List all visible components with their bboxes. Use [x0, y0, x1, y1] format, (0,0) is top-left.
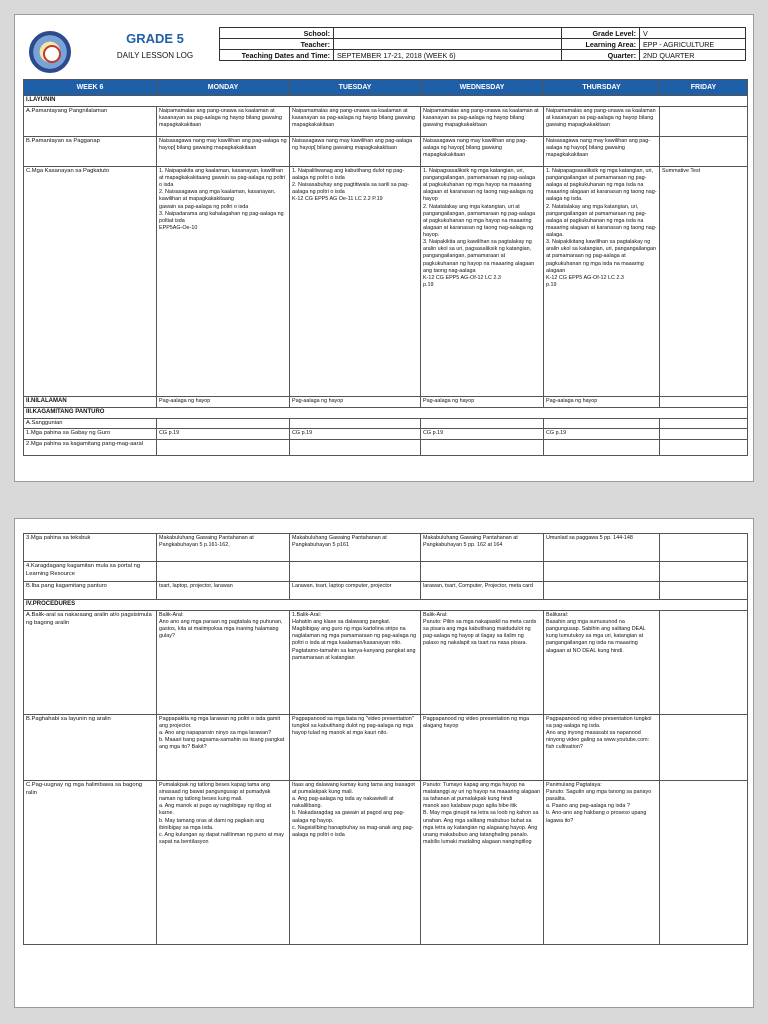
table-row — [24, 166, 748, 396]
grade-title: GRADE 5 — [126, 31, 184, 46]
cell-wednesday: Pag-aalaga ng hayop — [421, 396, 544, 407]
lesson-log-page-1 — [14, 14, 754, 482]
teacher-value — [334, 39, 562, 50]
cell-wednesday: 1. Naipagsasaliksik ng mga katangian, uri, pangangailangan, pamamaraan ng pag-aalaga at pagkukuhanan ng mga hayop na maaaring alagaan at karanasan ng taong nag-aalaga ng hayop 2. Natatalakay ang mga katangian, uri at pangangailangan, pamamaraan ng pag-aalaga at pagkukuhanan ng mga hayop na maaaring alagaan at karanasan ng taong nag-aalaga ng hayop. 3. Naipakikita ang kawilihan sa pagtalakay ng aralin ukol sa uri, pagsasaliksik ng katangian, pangangailangan, pamamaraan at pagkukuhanan ng hayop na maaaring alagaan ang taong nag-aalaga K-12 CG EPP5 AG-Of-12 LC 2.3 p.19 — [421, 166, 544, 396]
cell-tuesday: Larawan, tsart, laptop computer, projector — [290, 582, 421, 600]
table-row — [24, 106, 748, 136]
cell-wednesday: CG p.19 — [421, 429, 544, 440]
cell-monday: Pumalakpak ng tatlong beses kapag tama ang sinasaad ng bawat pangungusap at pumadyak naman ng tatlong beses kung mali. a. Ang manok at pugo ay nagbibigay ng itlog at karne. b. May tamang oras at dami ng pagkain ang ibinibigay sa mga isda. c. Ang kulungan ay dapat nalilinman ng puno at may sapat na bentilasyon — [157, 780, 290, 944]
cell-friday — [660, 396, 748, 407]
school-value — [334, 28, 562, 39]
col-tuesday: TUESDAY — [290, 80, 421, 96]
cell-tuesday: Naisasagawa nang may kawilihan ang pag-aalaga ng hayop[ bilang gawaing mapagkakakitaan — [290, 136, 421, 166]
cell-wednesday: Pagpapanood ng video presentation ng mga alagang hayop — [421, 714, 544, 780]
table-row — [24, 429, 748, 440]
lesson-grid-body-1 — [24, 96, 748, 456]
col-wednesday: WEDNESDAY — [421, 80, 544, 96]
cell-tuesday — [290, 440, 421, 456]
cell-thursday — [544, 418, 660, 429]
cell-tuesday — [290, 418, 421, 429]
cell-friday — [660, 780, 748, 944]
col-thursday: THURSDAY — [544, 80, 660, 96]
section-title: III.KAGAMITANG PANTURO — [24, 407, 748, 418]
cell-monday: CG p.19 — [157, 429, 290, 440]
row-label: 4.Karagdagang kagamitan mula sa portal ng Learning Resource — [24, 562, 157, 582]
section-title: IV.PROCEDURES — [24, 600, 748, 611]
cell-friday — [660, 136, 748, 166]
cell-wednesday — [421, 440, 544, 456]
cell-wednesday: Makabuluhang Gawaing Pantahanan at Pangkabuhayan 5 pp. 162 at 164 — [421, 534, 544, 562]
table-row — [24, 610, 748, 714]
row-label: A.Pamantayang Pangnilalaman — [24, 106, 157, 136]
col-monday: MONDAY — [157, 80, 290, 96]
document-header — [23, 27, 747, 81]
cell-monday: Naipamamalas ang pang-unawa sa kaalaman at kasanayan sa pag-aalaga ng hayop bilang gawaing mapagkakakitaan — [157, 106, 290, 136]
dates-value: SEPTEMBER 17-21, 2018 (WEEK 6) — [334, 50, 562, 61]
cell-monday: Makabuluhang Gawaing Pantahanan at Pangkabuhayan 5 p.161-162, — [157, 534, 290, 562]
cell-monday — [157, 562, 290, 582]
row-label: II.NILALAMAN — [24, 396, 157, 407]
cell-friday — [660, 429, 748, 440]
cell-wednesday: Naisasagawa nang may kawilihan ang pag-aalaga ng hayop[ bilang gawaing mapagkakakitaan — [421, 136, 544, 166]
cell-monday — [157, 418, 290, 429]
quarter-label: Quarter: — [562, 50, 640, 61]
cell-tuesday: 1. Naipaliliwanag ang kabutihang dulot ng pag-aalaga ng poltri o isda 2. Naisasabuhay ang pagtitiwala sa sarili sa pag-aalaga ng poltri o isda K-12 CG EPP5 AG Oe-11 LC 2.2 P.19 — [290, 166, 421, 396]
cell-monday: Naisasagawa nang may kawilihan ang pag-aalaga ng hayop[ bilang gawaing mapagkakakitaan — [157, 136, 290, 166]
cell-tuesday: 1.Balik-Aral: Hahatiin ang klase sa dalawang pangkat. Magbibigay ang guro ng mga kartolina strips na naglalaman ng mga pamamaraan ng pag-aalaga ng poltri o isda at mga kaalaman/kasanayan nito. Pagtatamo-tamahin sa kanya-kanyang pangkat ang pamamaraan at katangian — [290, 610, 421, 714]
table-row — [24, 714, 748, 780]
row-label: B.Iba pang kagamitang panturo — [24, 582, 157, 600]
cell-tuesday: Naipamamalas ang pang-unawa sa kaalaman at kasanayan sa pag-aalaga ng hayop bilang gawaing mapagkakakitaan — [290, 106, 421, 136]
cell-tuesday: Pag-aalaga ng hayop — [290, 396, 421, 407]
row-label: A.Sanggunian — [24, 418, 157, 429]
row-label: B.Pamantayan sa Pagganap — [24, 136, 157, 166]
cell-thursday: Umunlad sa paggawa 5 pp. 144-148 — [544, 534, 660, 562]
cell-thursday — [544, 440, 660, 456]
table-row — [24, 396, 748, 407]
table-row — [24, 418, 748, 429]
cell-monday: Pag-aalaga ng hayop — [157, 396, 290, 407]
cell-thursday: Naisasagawa nang may kawilihan ang pag-aalaga ng hayop[ bilang gawaing mapagkakakitaan — [544, 136, 660, 166]
table-row — [24, 780, 748, 944]
cell-monday: tsart, laptop, projector, larawan — [157, 582, 290, 600]
deped-seal-logo — [29, 31, 71, 73]
lesson-grid-body-2 — [24, 534, 748, 945]
row-label: 3.Mga pahina sa teksbuk — [24, 534, 157, 562]
log-title: DAILY LESSON LOG — [116, 51, 194, 60]
cell-wednesday — [421, 562, 544, 582]
grade-level-label: Grade Level: — [562, 28, 640, 39]
cell-tuesday: Makabuluhang Gawaing Pantahanan at Pangkabuhayan 5 p161 — [290, 534, 421, 562]
school-label: School: — [220, 28, 334, 39]
cell-friday — [660, 610, 748, 714]
cell-tuesday: Pagpapanood sa mga bata ng "video presentation" tungkol sa kabutihang dulot ng pag-aalaga ng mga hayop tulad ng manok at mga kauri nito. — [290, 714, 421, 780]
cell-thursday — [544, 582, 660, 600]
table-row — [24, 440, 748, 456]
section-row — [24, 600, 748, 611]
cell-friday — [660, 562, 748, 582]
cell-thursday: Pagpapanood ng video presentation tungkol sa pag-aalaga ng isda. Ano ang inyong masasabi sa napanood ninyong video galing sa www.youtube.com: fish cultivation? — [544, 714, 660, 780]
day-header-row — [24, 80, 748, 96]
cell-thursday: Panimulang Pagtataya: Panuto: Sagutin ang mga tanong sa panayo pasalita. a. Paano ang pag-aalaga ng isda ? b. Ano-ano ang hakbang o proseso upang lagawa ito? — [544, 780, 660, 944]
cell-monday: Pagpapakita ng mga larawan ng poltri o isda gamit ang projector. a. Ano ang napapansin ninyo sa mga larawan? b. Maaari bang pagsama-samahin sa iisang pangkat ang mga ito? Bakit? — [157, 714, 290, 780]
row-label: A.Balik-aral sa nakaraang aralin at/o pagsisimula ng bagong aralin — [24, 610, 157, 714]
cell-friday — [660, 582, 748, 600]
grade-level-value: V — [640, 28, 746, 39]
cell-wednesday — [421, 418, 544, 429]
row-label: C.Mga Kasanayan sa Pagkatuto — [24, 166, 157, 396]
cell-wednesday: larawan, tsart, Computer, Projector, meta card — [421, 582, 544, 600]
cell-monday: Balik-Aral: Ano ano ang mga paraan ng pagtatala ng puhunan, gastos, kita at maiimpoksa mga inaning halamang gulay? — [157, 610, 290, 714]
cell-thursday: Naipamamalas ang pang-unawa sa kaalaman at kasanayan sa pag-aalaga ng hayop bilang gawaing mapagkakakitaan — [544, 106, 660, 136]
cell-thursday: CG p.19 — [544, 429, 660, 440]
cell-friday — [660, 106, 748, 136]
section-row — [24, 96, 748, 107]
learning-area-label: Learning Area: — [562, 39, 640, 50]
cell-friday — [660, 534, 748, 562]
col-week: WEEK 6 — [24, 80, 157, 96]
cell-thursday: Pag-aalaga ng hayop — [544, 396, 660, 407]
table-row — [24, 582, 748, 600]
cell-thursday — [544, 562, 660, 582]
row-label: B.Paghahabi sa layunin ng aralin — [24, 714, 157, 780]
cell-wednesday: Panuto: Tumayo kapag ang mga hayop na matatanggi ay uri ng hayop na maaaring alagaan sa tahanan at pumalakpak kung hindi manok aso kalabaw pugo agila bibe itik B. May mga ginupit na letra sa loob ng kahon sa unahan. Ang mga salitang mabubuo buhat sa mga letra ay katangian ng alagaang hayop. Ang unang makabubuo ang tatanghaling panalo. mabilis lumaki madaling alagaan nangingitlog — [421, 780, 544, 944]
table-row — [24, 136, 748, 166]
cell-friday — [660, 714, 748, 780]
cell-thursday: Balikaral: Basahin ang mga sumusunod na pangungusap. Sabihin ang salitang DEAL kung tumutukoy sa mga uri, katangian at pangangailangan ng isda na maaaring alagaan at NO DEAL kung hindi. — [544, 610, 660, 714]
cell-wednesday: Naipamamalas ang pang-unawa sa kaalaman at kasanayan sa pag-aalaga ng hayop bilang gawaing mapagkakakitaan — [421, 106, 544, 136]
lesson-grid-page-2 — [23, 533, 748, 945]
cell-monday — [157, 440, 290, 456]
col-friday: FRIDAY — [660, 80, 748, 96]
dates-label: Teaching Dates and Time: — [220, 50, 334, 61]
table-row — [24, 562, 748, 582]
cell-tuesday — [290, 562, 421, 582]
quarter-value: 2ND QUARTER — [640, 50, 746, 61]
cell-monday: 1. Naipapakita ang kaalaman, kasanayan, kawilihan at mapagkakakitaang gawain sa pag-aalaga ng poltri o isda 2. Naisasagawa ang mga kaalaman, kasanayan, kawilihan at mapagkakakitaang gawain sa pag-aalaga ng poltri o isda 3. Naipadarama ang kahalagahan ng pag-aalaga ng poltiat isda EPP5AG-Oe-10 — [157, 166, 290, 396]
row-label: 1.Mga pahina sa Gabay ng Guro — [24, 429, 157, 440]
cell-friday: Summative Test — [660, 166, 748, 396]
table-row — [24, 534, 748, 562]
row-label: C.Pag-uugnay ng mga halimbawa sa bagong ralin — [24, 780, 157, 944]
header-info-table — [219, 27, 746, 61]
cell-tuesday: CG p.19 — [290, 429, 421, 440]
teacher-label: Teacher: — [220, 39, 334, 50]
learning-area-value: EPP - AGRICULTURE — [640, 39, 746, 50]
cell-friday — [660, 418, 748, 429]
cell-thursday: 1. Naipapagsasaliksik ng mga katangian, uri, pangangailangan at pamamaraan ng pag-aalaga at pagkukuhanan ng mga isda na maaaring alagaan at karanasan ng taong nag-aalaga ng isda. 2. Natatalakay ang mga katangian, uri, pangangailangan at pamamaraan ng pag-aalaga at pagkukuhanan ng mga isda na maaaring alagaan at karanasan ng taong nag-aalaga. 3. Naipakikitang kawilihan sa pagtalakay ng aralin ukol sa katangian, uri, pangangailangan at pamamaraan ng pag-aalaga at pagkukuhanan ng mga isda na maaaring alagaan K-12 CG EPP5 AG-Of-12 LC 2.3 p.19 — [544, 166, 660, 396]
lesson-log-page-2 — [14, 518, 754, 1008]
cell-friday — [660, 440, 748, 456]
cell-wednesday: Balik-Aral: Panuto: Piliin sa mga nakapaskil na meta cards sa pisara ang mga kabutihang maidudulot ng pag-aalaga ng hayop at ilagay sa ilalim ng palaso ng nakalapit sa tsart na nasa pisara. — [421, 610, 544, 714]
section-row — [24, 407, 748, 418]
row-label: 2.Mga pahina sa kagamitang pang-mag-aaral — [24, 440, 157, 456]
cell-tuesday: Itaas ang dalawang kamay kung tama ang isasagot at pumalakpak kung mali. a. Ang pag-aalaga ng isda ay nakawiwili at nakalilibang. b. Nakadaragdag sa gawain at pagod ang pag-aalaga ng hayop. c. Nagsisilbing hanapbuhay sa mag-anak ang pag-aalaga ng poltri o isda — [290, 780, 421, 944]
section-title: I.LAYUNIN — [24, 96, 748, 107]
lesson-grid-page-1 — [23, 79, 748, 456]
